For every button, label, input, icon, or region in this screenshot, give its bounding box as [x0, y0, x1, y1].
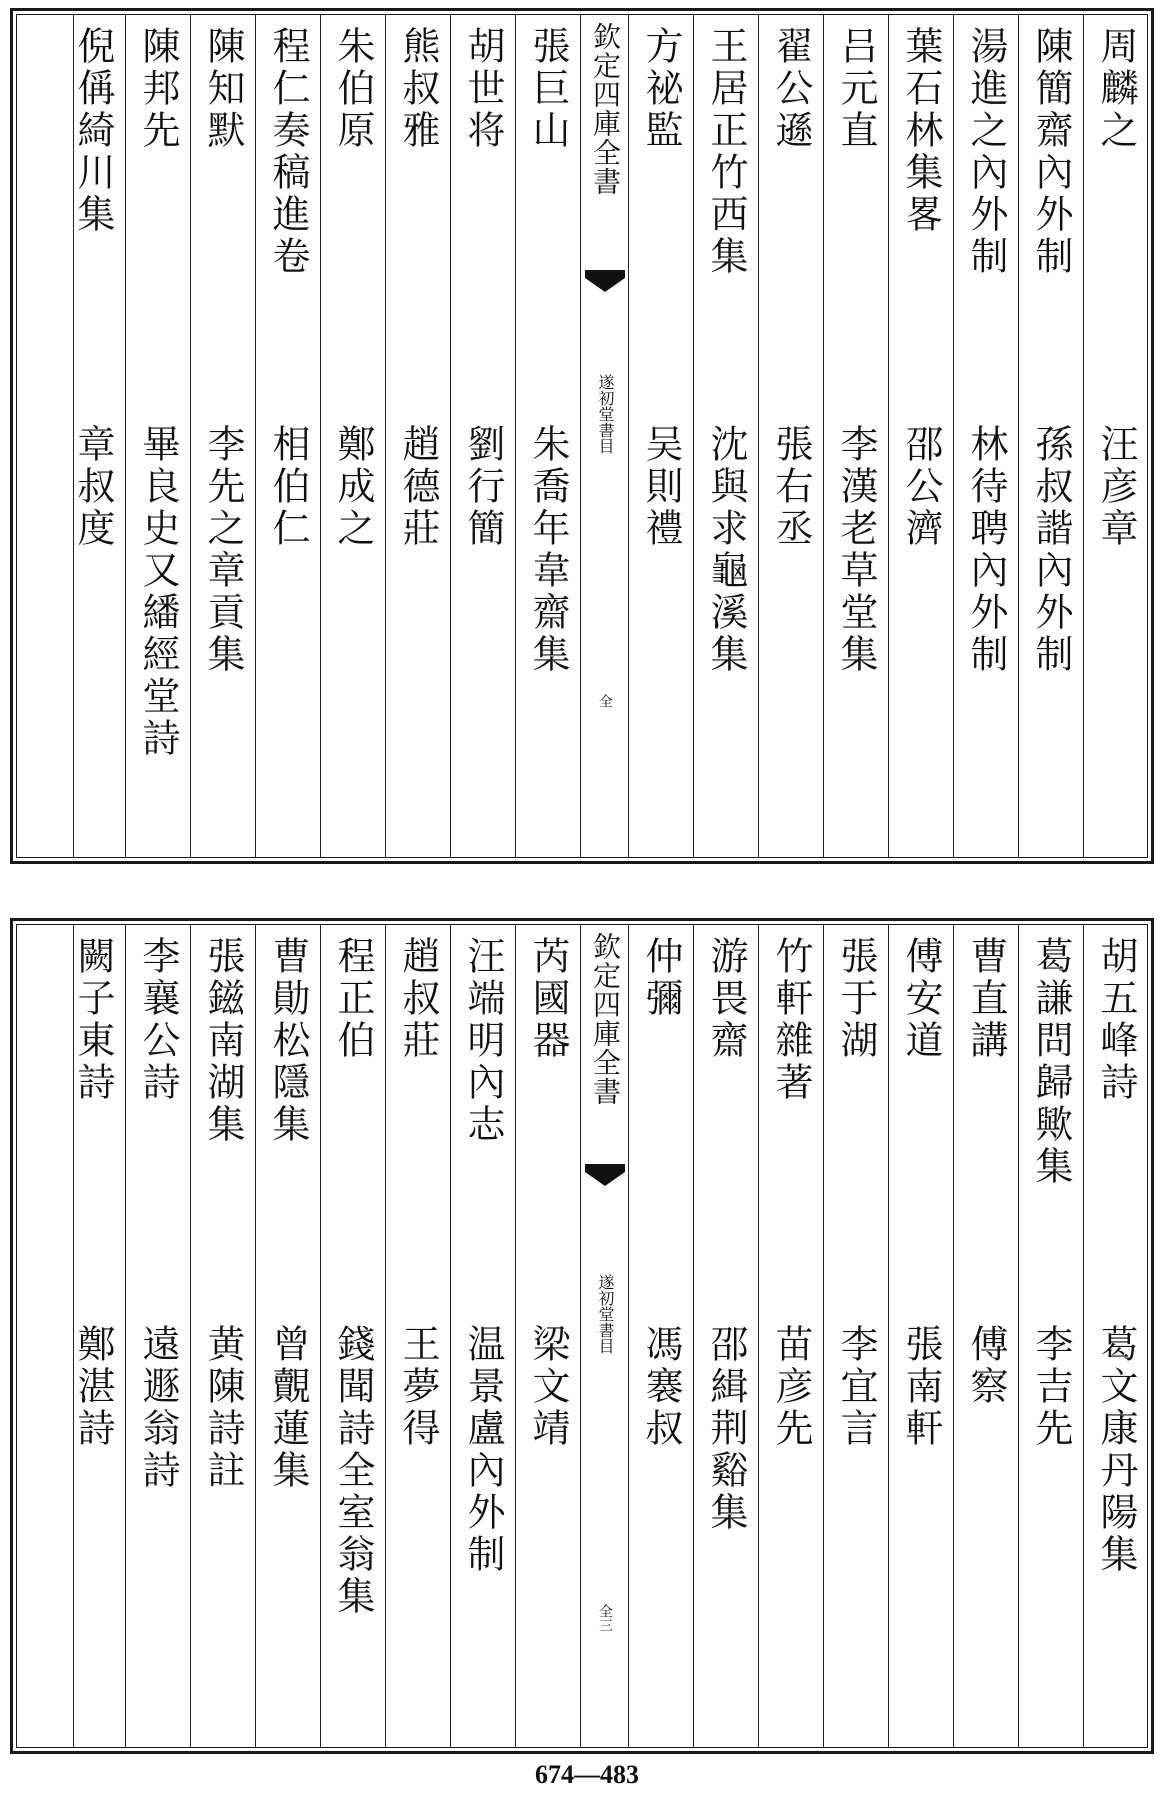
book-title: 曹直講 [964, 936, 1008, 1062]
book-title: 湯進之內外制 [964, 26, 1008, 278]
column [450, 924, 515, 1748]
book-title: 遠遯翁詩 [136, 1324, 180, 1492]
book-title: 沈與求龜溪集 [704, 424, 748, 676]
book-title: 相伯仁 [266, 424, 310, 550]
fold-subtitle: 遂初堂書目 [596, 374, 615, 454]
book-title: 林待聘內外制 [964, 424, 1008, 676]
fold-title: 欽定四庫全書 [589, 22, 622, 196]
column [73, 924, 125, 1748]
book-title: 汪端明內志 [461, 936, 505, 1146]
book-title: 方祕監 [639, 26, 683, 152]
book-title: 胡世将 [461, 26, 505, 152]
column [190, 14, 255, 858]
book-title: 張鎡南湖集 [201, 936, 245, 1146]
column [515, 14, 580, 858]
book-title: 鄭湛詩 [71, 1324, 115, 1450]
book-title: 鄭成之 [331, 424, 375, 550]
column [693, 924, 758, 1748]
book-title: 王夢得 [396, 1324, 440, 1450]
book-title: 仲彌 [639, 936, 683, 1020]
column [823, 14, 888, 858]
book-title: 闕子東詩 [71, 936, 115, 1104]
book-title: 竹軒雜著 [769, 936, 813, 1104]
column [823, 924, 888, 1748]
book-title: 李襄公詩 [136, 936, 180, 1104]
book-title: 陳簡齋內外制 [1029, 26, 1073, 278]
column [125, 924, 190, 1748]
center-fold [580, 14, 628, 858]
book-title: 游畏齋 [704, 936, 748, 1062]
book-title: 梁文靖 [526, 1324, 570, 1450]
book-title: 傅安道 [899, 936, 943, 1062]
book-title: 馮褰叔 [639, 1324, 683, 1450]
column [125, 14, 190, 858]
book-title: 張于湖 [834, 936, 878, 1062]
center-fold [580, 924, 628, 1748]
book-title: 孫叔諧內外制 [1029, 424, 1073, 676]
book-title: 張巨山 [526, 26, 570, 152]
column [450, 14, 515, 858]
book-title: 張南軒 [899, 1324, 943, 1450]
column [190, 924, 255, 1748]
book-title: 張右丞 [769, 424, 813, 550]
book-title: 葉石林集畧 [899, 26, 943, 236]
column [888, 924, 953, 1748]
book-title: 畢良史又繙經堂詩 [136, 424, 180, 760]
top-page [0, 0, 1174, 870]
book-title: 周麟之 [1094, 26, 1138, 152]
column [888, 14, 953, 858]
fold-page-number: 全三 [597, 1604, 613, 1632]
column [758, 924, 823, 1748]
column [320, 924, 385, 1748]
book-title: 程正伯 [331, 936, 375, 1062]
column [73, 14, 125, 858]
fold-page-number: 全 [597, 694, 613, 708]
book-title: 傅察 [964, 1324, 1008, 1408]
book-title: 劉行簡 [461, 424, 505, 550]
book-title: 芮國器 [526, 936, 570, 1062]
book-title: 李先之章貢集 [201, 424, 245, 676]
book-title: 葛謙問歸歟集 [1029, 936, 1073, 1188]
book-title: 熊叔雅 [396, 26, 440, 152]
column [320, 14, 385, 858]
fishtail-mark-icon [585, 1164, 625, 1188]
book-title: 曾覿蓮集 [266, 1324, 310, 1492]
column [255, 14, 320, 858]
column [255, 924, 320, 1748]
column [385, 924, 450, 1748]
book-title: 陳邦先 [136, 26, 180, 152]
book-title: 朱喬年韋齋集 [526, 424, 570, 676]
column [953, 924, 1018, 1748]
bottom-columns [16, 924, 1148, 1748]
bottom-page [0, 900, 1174, 1760]
book-title: 邵緝荆谿集 [704, 1324, 748, 1534]
column [758, 14, 823, 858]
book-title: 李吉先 [1029, 1324, 1073, 1450]
fold-subtitle: 遂初堂書目 [596, 1274, 615, 1354]
column [628, 14, 693, 858]
book-title: 章叔度 [71, 424, 115, 550]
column [1018, 924, 1083, 1748]
book-title: 邵公濟 [899, 424, 943, 550]
fishtail-mark-icon [585, 270, 625, 294]
book-title: 胡五峰詩 [1094, 936, 1138, 1104]
book-title: 吴則禮 [639, 424, 683, 550]
column [1018, 14, 1083, 858]
book-title: 温景盧內外制 [461, 1324, 505, 1576]
page-number: 674—483 [535, 1760, 639, 1789]
book-title: 黄陳詩註 [201, 1324, 245, 1492]
column [628, 924, 693, 1748]
book-title: 王居正竹西集 [704, 26, 748, 278]
book-title: 曹勛松隱集 [266, 936, 310, 1146]
book-title: 葛文康丹陽集 [1094, 1324, 1138, 1576]
top-columns [16, 14, 1148, 858]
book-title: 趙叔莊 [396, 936, 440, 1062]
book-title: 陳知默 [201, 26, 245, 152]
book-title: 朱伯原 [331, 26, 375, 152]
column [953, 14, 1018, 858]
book-title: 程仁奏稿進卷 [266, 26, 310, 278]
book-title: 吕元直 [834, 26, 878, 152]
column [1083, 14, 1148, 858]
column [515, 924, 580, 1748]
book-title: 錢聞詩全室翁集 [331, 1324, 375, 1618]
book-title: 苗彦先 [769, 1324, 813, 1450]
book-title: 李漢老草堂集 [834, 424, 878, 676]
column [1083, 924, 1148, 1748]
book-title: 趙德莊 [396, 424, 440, 550]
fold-title: 欽定四庫全書 [589, 932, 622, 1106]
book-title: 李宜言 [834, 1324, 878, 1450]
column [693, 14, 758, 858]
book-title: 翟公遜 [769, 26, 813, 152]
book-title: 倪偁綺川集 [71, 26, 115, 236]
book-title: 汪彦章 [1094, 424, 1138, 550]
column [385, 14, 450, 858]
